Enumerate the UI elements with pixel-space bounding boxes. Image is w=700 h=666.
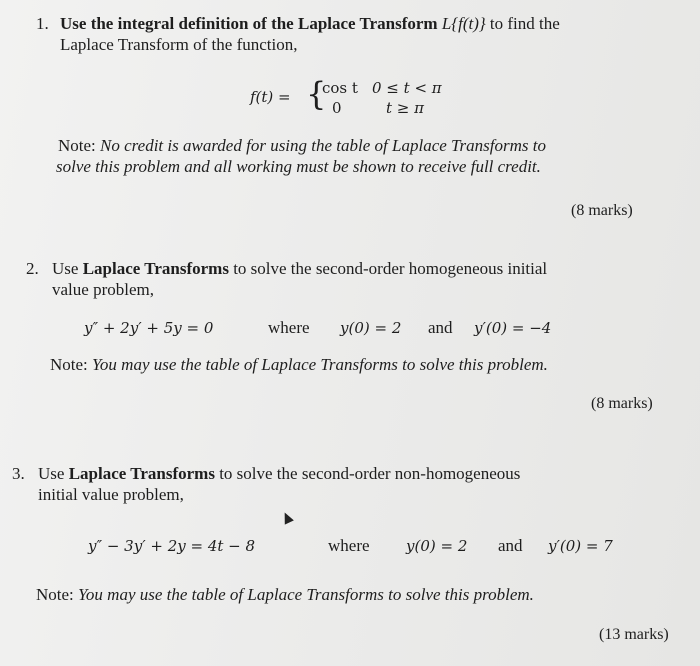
- question-1-marks: (8 marks): [571, 202, 633, 219]
- question-2-marks: (8 marks): [591, 395, 653, 412]
- question-3-line-2: initial value problem,: [38, 485, 184, 504]
- question-2-and: and: [428, 318, 453, 337]
- piecewise-case-1-cond: 0 ≤ t < π: [372, 79, 442, 97]
- mouse-cursor-icon: [280, 510, 294, 524]
- question-3-number: 3.: [12, 464, 25, 483]
- laplace-operator: L{f(t)}: [441, 14, 486, 33]
- question-2-line-2: value problem,: [52, 280, 154, 299]
- question-2-number: 2.: [26, 259, 39, 278]
- piecewise-case-2-expr: 0: [332, 99, 342, 117]
- question-3-equation: y″ − 3y′ + 2y = 4t − 8: [88, 537, 256, 555]
- question-2-equation: y″ + 2y′ + 5y = 0: [84, 319, 214, 337]
- question-3-initial-condition-1: y(0) = 2: [406, 537, 468, 555]
- piecewise-case-2-cond: t ≥ π: [386, 99, 424, 117]
- piecewise-lhs: f(t) =: [250, 88, 291, 106]
- question-3-and: and: [498, 536, 523, 555]
- question-1-line-1: Use the integral definition of the Laplace Transform L{f(t)} to find the: [60, 14, 560, 33]
- question-2-initial-condition-1: y(0) = 2: [340, 319, 402, 337]
- question-2-line-1: Use Laplace Transforms to solve the second-order homogeneous initial: [52, 259, 548, 278]
- question-3-initial-condition-2: y′(0) = 7: [548, 537, 613, 555]
- question-2-note: Note: You may use the table of Laplace Transforms to solve this problem.: [50, 355, 548, 374]
- question-3-marks: (13 marks): [599, 626, 669, 643]
- question-1-number: 1.: [36, 14, 49, 33]
- question-3-note: Note: You may use the table of Laplace Transforms to solve this problem.: [36, 585, 534, 604]
- question-2-where: where: [268, 318, 310, 337]
- piecewise-brace: {: [306, 75, 327, 113]
- question-3-line-1: Use Laplace Transforms to solve the second-order non-homogeneous: [38, 464, 521, 483]
- question-2-initial-condition-2: y′(0) = −4: [474, 319, 552, 337]
- piecewise-case-1-expr: cos t: [322, 79, 358, 97]
- question-1-note-line-2: solve this problem and all working must be shown to receive full credit.: [56, 157, 541, 176]
- question-3-where: where: [328, 536, 370, 555]
- question-1-note-line-1: Note: No credit is awarded for using the table of Laplace Transforms to: [58, 136, 546, 155]
- question-1-line-2: Laplace Transform of the function,: [60, 35, 298, 54]
